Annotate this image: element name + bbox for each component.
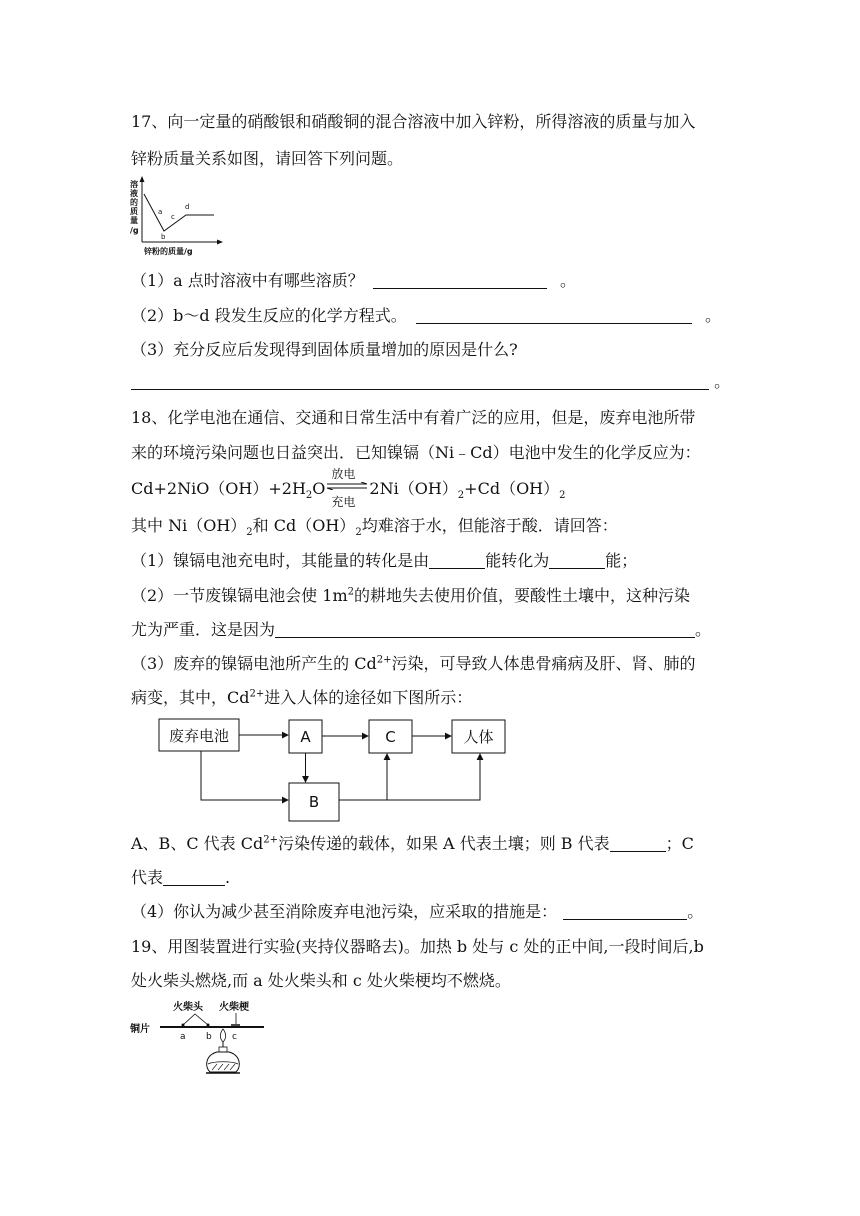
- fig-lamp-neck: [219, 1047, 227, 1052]
- arrow-b-human: [387, 754, 480, 800]
- q17-point-a: a: [158, 208, 163, 216]
- fig-head-bracket: [183, 1014, 208, 1025]
- q18-sub2-line2: [131, 620, 711, 640]
- q17-sub1: [131, 271, 576, 291]
- q18-sub4-blank[interactable]: [563, 903, 687, 920]
- q18-sub4-text: （4）你认为减少甚至消除废弃电池污染，应采取的措施是：: [131, 902, 558, 921]
- q17-sub3-end: 。: [714, 372, 731, 391]
- line4-a: 其中 Ni（OH）: [131, 516, 247, 535]
- q18-sub2-end: 。: [695, 620, 712, 639]
- q18-sub1-c: 能；: [605, 551, 638, 570]
- fig-label-c: c: [232, 1032, 237, 1042]
- q18-line1: 18、化学电池在通信、交通和日常生活中有着广泛的应用，但是，废弃电池所带: [131, 408, 696, 427]
- q18-sub3-sup2: 2+: [249, 688, 265, 700]
- q17-sub1-end: 。: [560, 271, 577, 290]
- q18-sub2-a: （2）一节废镍镉电池会使 1m: [131, 586, 348, 605]
- q18-sub3-b: 污染，可导致人体患骨痛病及肝、肾、肺的: [391, 654, 696, 673]
- eq-top-label: 放电: [331, 467, 356, 481]
- q18-sub3-line1: [131, 654, 696, 674]
- ylabel-char: 的: [130, 198, 138, 207]
- q17-sub3: （3）充分反应后发现得到固体质量增加的原因是什么?: [131, 340, 518, 359]
- eq-right-b: +Cd（OH）: [464, 479, 560, 498]
- q17-sub2-text: （2）b～d 段发生反应的化学方程式。: [131, 306, 407, 325]
- eq-reversible-arrow: [325, 467, 369, 509]
- q17-sub1-blank[interactable]: [373, 272, 547, 289]
- ylabel-char: 液: [130, 189, 138, 198]
- eq-sub-h2: 2: [305, 490, 313, 502]
- q18-abc-e: .: [225, 868, 231, 887]
- q18-line4: [131, 516, 618, 539]
- eq-right-a: 2Ni（OH）: [369, 479, 458, 498]
- q18-sub1: [131, 551, 637, 571]
- fig-stick-label: 火柴梗: [219, 1002, 249, 1013]
- q18-abc-a: A、B、C 代表 Cd: [131, 834, 264, 853]
- q17-y-arrow: [140, 176, 145, 182]
- q17-x-arrow: [217, 240, 223, 245]
- q18-abc-sup: 2+: [263, 834, 278, 846]
- fig-lamp-hatch4: [230, 1064, 235, 1070]
- q18-sub2-sup: 2: [347, 586, 354, 598]
- q18-sub2-blank[interactable]: [275, 621, 695, 638]
- fig-lamp-hatch3: [224, 1064, 229, 1070]
- q18-sub1-blank1[interactable]: [429, 552, 485, 569]
- fig-head-label: 火柴头: [173, 1002, 203, 1013]
- ylabel-char: /g: [130, 226, 139, 235]
- eq-o: O: [312, 479, 326, 498]
- q17-sub3-answer: [131, 372, 730, 392]
- fig-lamp-hatch1: [212, 1064, 217, 1070]
- q19-line2: 处火柴头燃烧,而 a 处火柴头和 c 处火柴梗均不燃烧。: [131, 971, 511, 990]
- eq-bottom-label: 充电: [331, 495, 356, 509]
- q17-point-d: d: [185, 203, 190, 211]
- q18-sub4: [131, 902, 703, 922]
- q18-sub4-end: 。: [687, 902, 704, 921]
- fig-match-b: [207, 1024, 210, 1027]
- line4-c: 均难溶于水，但能溶于酸．请回答：: [361, 516, 618, 535]
- q18-sub1-b: 能转化为: [485, 551, 550, 570]
- q18-sub3-line2: [131, 688, 472, 708]
- q17-sub1-text: （1）a 点时溶液中有哪些溶质？: [131, 271, 364, 290]
- eq-right-sub: 2: [457, 490, 465, 502]
- q18-abc-d: 代表: [131, 868, 164, 887]
- q18-abc-blank1[interactable]: [610, 835, 666, 852]
- q17-sub3-blank[interactable]: [131, 373, 709, 390]
- q18-abc-c: ；C: [665, 834, 694, 853]
- q17-point-b: b: [161, 233, 166, 241]
- q18-abc-b: 污染传递的载体，如果 A 代表土壤；则 B 代表: [277, 834, 610, 853]
- line4-sub: 2: [246, 527, 253, 539]
- q17-point-c: c: [171, 213, 175, 221]
- q17-sub2-blank[interactable]: [416, 307, 692, 324]
- q18-sub3-c: 病变，其中，Cd: [131, 688, 250, 707]
- fig-label-b: b: [206, 1032, 212, 1042]
- fig-label-a: a: [180, 1032, 186, 1042]
- eq-left: Cd+2NiO（OH）+2H: [131, 479, 306, 498]
- q18-sub3-d: 进入人体的途径如下图所示：: [264, 688, 473, 707]
- q18-equation: [131, 467, 566, 509]
- ylabel-char: 量: [130, 216, 138, 225]
- arrow-b-c: [339, 754, 387, 800]
- cd-flow-diagram: [150, 715, 520, 825]
- q17-graph-ylabel: [130, 179, 139, 235]
- q17-curve: [144, 194, 214, 231]
- q17-sub2: [131, 306, 721, 326]
- fig-match-a: [182, 1024, 185, 1027]
- line4-b: 和 Cd（OH）: [252, 516, 356, 535]
- fig-lamp-hatch2: [218, 1064, 223, 1070]
- label-human: 人体: [463, 728, 494, 746]
- q19-figure: [128, 998, 288, 1080]
- q18-sub2-line2-text: 尤为严重．这是因为: [131, 620, 276, 639]
- q18-abc-blank2[interactable]: [163, 869, 225, 886]
- q18-sub1-a: （1）镍镉电池充电时，其能量的转化是由: [131, 551, 430, 570]
- arrow-battery-b: [201, 751, 288, 800]
- q19-line1: 19、用图装置进行实验(夹持仪器略去)。加热 b 处与 c 处的正中间,一段时间后,b: [131, 937, 704, 956]
- q17-line2: 锌粉质量关系如图，请回答下列问题。: [131, 149, 404, 168]
- q18-sub1-blank2[interactable]: [549, 552, 605, 569]
- ylabel-char: 质: [130, 207, 138, 216]
- label-a: A: [300, 728, 311, 746]
- q18-line2: 来的环境污染问题也日益突出．已知镍镉（Ni﹣Cd）电池中发生的化学反应为：: [131, 443, 701, 462]
- q17-line1: 17、向一定量的硝酸银和硝酸铜的混合溶液中加入锌粉，所得溶液的质量与加入: [131, 112, 696, 131]
- q17-sub2-end: 。: [704, 306, 721, 325]
- line4-sub2: 2: [355, 527, 362, 539]
- fig-copper-label: 铜片: [130, 1024, 150, 1035]
- q17-graph: [128, 176, 224, 258]
- fig-flame: [220, 1029, 225, 1042]
- eq-arrows-icon: [325, 482, 369, 490]
- ylabel-char: 溶: [130, 180, 138, 189]
- q18-sub3-a: （3）废弃的镍镉电池所产生的 Cd: [131, 654, 377, 673]
- q18-abc-line1: [131, 834, 694, 854]
- q18-sub2-b: 的耕地失去使用价值，要酸性土壤中，这种污染: [354, 586, 691, 605]
- eq-right-sub2: 2: [559, 490, 566, 502]
- q18-sub2-line1: [131, 586, 690, 606]
- q18-sub3-sup: 2+: [376, 654, 392, 666]
- label-c: C: [385, 728, 396, 746]
- fig-lamp-liquid: [208, 1062, 238, 1064]
- label-battery: 废弃电池: [168, 727, 230, 745]
- q18-abc-line2: [131, 868, 230, 888]
- q17-xlabel: 锌粉的质量/g: [144, 247, 193, 256]
- label-b: B: [308, 793, 320, 811]
